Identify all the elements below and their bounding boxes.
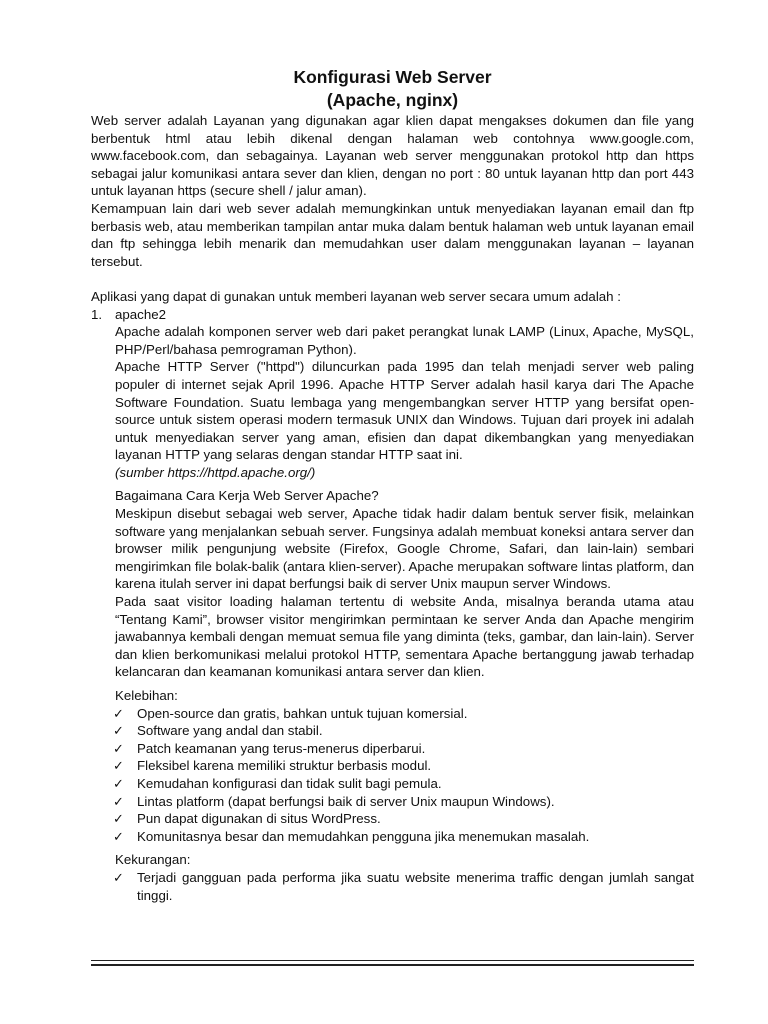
- check-icon: ✓: [113, 775, 124, 791]
- apache-paragraph-2: Apache HTTP Server ("httpd") diluncurkan pada 1995 dan telah menjadi server web paling populer di internet sejak April 1996. Apache HTTP Server adalah hasil karya dari The Apache Software Foundation. Suatu lembaga yang mengembangkan server HTTP yang bersifat open-source untuk sistem operasi modern termasuk UNIX dan Windows. Tujuan dari proyek ini adalah untuk menyediakan server yang aman, efisien dan dapat dikembangkan yang menyediakan layanan HTTP yang selaras dengan standar HTTP saat ini.: [115, 359, 694, 463]
- intro-paragraph-2: Kemampuan lain dari web sever adalah memungkinkan untuk menyediakan layanan email dan ftp berbasis web, atau memberikan tampilan antar muka dalam bentuk halaman web untuk layanan email dan ftp sehingga lebih menarik dan memudahkan user dalam menggunakan layanan – layanan tersebut.: [91, 200, 694, 269]
- how-it-works-paragraph-1: Meskipun disebut sebagai web server, Apache tidak hadir dalam bentuk server fisik, melainkan software yang menjalankan sebuah server. Fungsinya adalah membuat koneksi antara server dan browser milik pengunjung website (Firefox, Google Chrome, Safari, dan lain-lain) sembari mengirimkan file bolak-balik (antara klien-server). Apache merupakan software lintas platform, dan karena itulah server ini dapat berfungsi baik di server Unix maupun server Windows.: [115, 506, 694, 592]
- document-body: [91, 66, 694, 904]
- title-line-2: (Apache, nginx): [326, 90, 459, 110]
- list-item: ✓ Pun dapat digunakan di situs WordPress.: [113, 811, 381, 827]
- how-it-works-heading: Bagaimana Cara Kerja Web Server Apache?: [115, 488, 379, 504]
- source-citation: (sumber https://httpd.apache.org/): [115, 464, 316, 480]
- check-icon: ✓: [113, 828, 124, 844]
- check-icon: ✓: [113, 869, 124, 885]
- page-title: [91, 66, 694, 112]
- pros-list: [91, 705, 694, 846]
- pros-heading: Kelebihan:: [115, 688, 178, 703]
- title-line-1: Konfigurasi Web Server: [293, 67, 492, 87]
- check-icon: ✓: [113, 740, 124, 756]
- footer-rule-top: [91, 960, 694, 961]
- list-item-apache2: [91, 306, 694, 681]
- check-icon: ✓: [113, 723, 124, 739]
- list-item: ✓ Komunitasnya besar dan memudahkan pengguna jika menemukan masalah.: [113, 828, 590, 844]
- list-item: ✓ Patch keamanan yang terus-menerus diperbarui.: [113, 740, 426, 756]
- cons-list: [91, 869, 694, 904]
- apps-lead: Aplikasi yang dapat di gunakan untuk memberi layanan web server secara umum adalah :: [91, 288, 621, 304]
- apache-paragraph-1: Apache adalah komponen server web dari paket perangkat lunak LAMP (Linux, Apache, MySQL, PHP/Perl/bahasa pemrograman Python).: [115, 324, 694, 357]
- check-icon: ✓: [113, 758, 124, 774]
- list-item-title: apache2: [115, 306, 167, 322]
- list-item: ✓ Lintas platform (dapat berfungsi baik di server Unix maupun Windows).: [113, 793, 555, 809]
- check-icon: ✓: [113, 705, 124, 721]
- list-item: ✓ Terjadi gangguan pada performa jika suatu website menerima traffic dengan jumlah sangat tinggi.: [113, 869, 694, 903]
- check-icon: ✓: [113, 793, 124, 809]
- footer-rule-bottom: [91, 964, 694, 966]
- cons-heading: Kekurangan:: [115, 852, 191, 868]
- list-item: ✓ Open-source dan gratis, bahkan untuk tujuan komersial.: [113, 705, 468, 721]
- list-item: ✓ Software yang andal dan stabil.: [113, 723, 323, 739]
- list-item: ✓ Fleksibel karena memiliki struktur berbasis modul.: [113, 758, 432, 774]
- check-icon: ✓: [113, 811, 124, 827]
- intro-paragraph-1: Web server adalah Layanan yang digunakan agar klien dapat mengakses dokumen dan file yang berbentuk html atau lebih dikenal dengan halaman web contohnya www.google.com, www.facebook.com, dan sebagainya. Layanan web server menggunakan protokol http dan https sebagai jalur komunikasi antara sever dan klien, dengan no port : 80 untuk layanan http dan port 443 untuk layanan https (secure shell / jalur aman).: [91, 113, 694, 199]
- list-item: ✓ Kemudahan konfigurasi dan tidak sulit bagi pemula.: [113, 775, 442, 791]
- how-it-works-paragraph-2: Pada saat visitor loading halaman tertentu di website Anda, misalnya beranda utama atau “Tentang Kami”, browser visitor mengirimkan permintaan ke server Anda dan Apache mengirim jawabannya kembali dengan memuat semua file yang diminta (teks, gambar, dan lain-lain). Server dan klien berkomunikasi melalui protokol HTTP, sementara Apache bertanggung jawab terhadap kelancaran dan keamanan komunikasi antara server dan klien.: [115, 594, 694, 680]
- list-number: 1.: [91, 306, 103, 322]
